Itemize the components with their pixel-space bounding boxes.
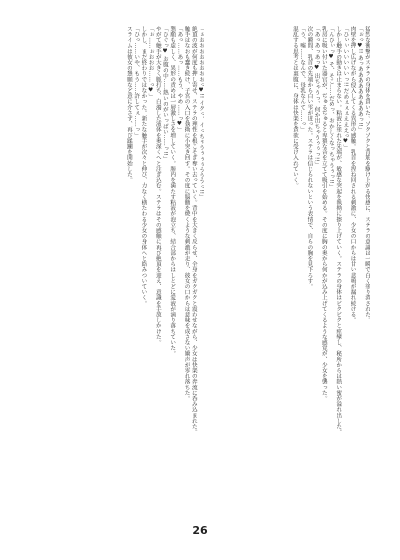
text-column-left: 「ぉおおおおおおおおっ♥!! イクっ、イっちゃうぅぅぅうううっ!!」 絶頂の波が何度も押し寄せ、ステラの理性を根こそぎ奪い去っていく。背中を大きく反らせ、全身をガクガクと震わせながら、少女は快楽の奔流に呑み込まれた。 触手はなおも蠢き続け、子宮の入口を執拗に小突き回す。その度に脳髄を焼くような刺激が走り、彼女の口からは意味を成さない嬌声が零れ落ちた。 「あっ……あっ……もう、やめ……っ♥」 懇願も虚しく、異形の責めは一層激しさを増していく。膣内を満たす粘液が泡立ち、結合部からはしとどに愛液が滴り落ちていた。 「ひぐっ♥ お腹の中……熱いのがいっぱい……っ!!」 やがて触手が大きく脈打ち、白濁した液体を奥深くへと注ぎ込む。ステラはその感触に再び絶頂を迎え、意識を手放しかけた。 「ぉ……ぉおおお……っ♥」 しかし、まだ終わりではなかった。新たな触手が次々と伸び、力なく横たわる少女の身体へと絡みついていく。 「ひっ……いや、もう……許してぇ……っ」 スライムは彼女の懇願など意に介さず、再び蹂躙を開始した。 [125, 26, 204, 435]
text-column-right: 猛烈な衝撃がステラの身体を貫いた。ゾクゾクと背筋を駆け上がる快感に、ステラの意識は一瞬で白く塗り潰された。 「ぉっ♥!! あっあああああああああっ!!」 肉壁を押し広げながら侵入してくる異形の感触。乳首を捏ね回される刺激に、少女の口からは甘い悲鳴が漏れ続ける。 「ひぃぃいいいいいっ!! だめぇぇぇえええっ♥」 しかし触手の動きは止まらない。粘液に塗れた先端が、敏感な突起を執拗に擦り上げていく。ステラの身体はビクビクと痙攣し、秘所からは熱い蜜が溢れ出した。 「んひぃっ♥ そ、そこ……だめっ、おかしくなっちゃうぅっ!!」 乳房に吸い付いた器官が、ぢゅるぢゅると卑猥な音を立てて吸引を始める。その度に胸の奥から何かが込み上げてくるような感覚が、少女を襲った。 「あっあっあっ♥ 出ちゃうっ、何か出ちゃうぅぅっ!!」 次の瞬間、乳首の先端から白い雫が迸った。ステラは信じられないという表情で、自らの胸を見下ろす。 「う、嘘……なんで、母乳なんて……っ」 混乱する思考とは裏腹に、身体は快楽を貪欲に受け入れていく。 [291, 26, 370, 435]
page-number: 26 [192, 524, 208, 537]
